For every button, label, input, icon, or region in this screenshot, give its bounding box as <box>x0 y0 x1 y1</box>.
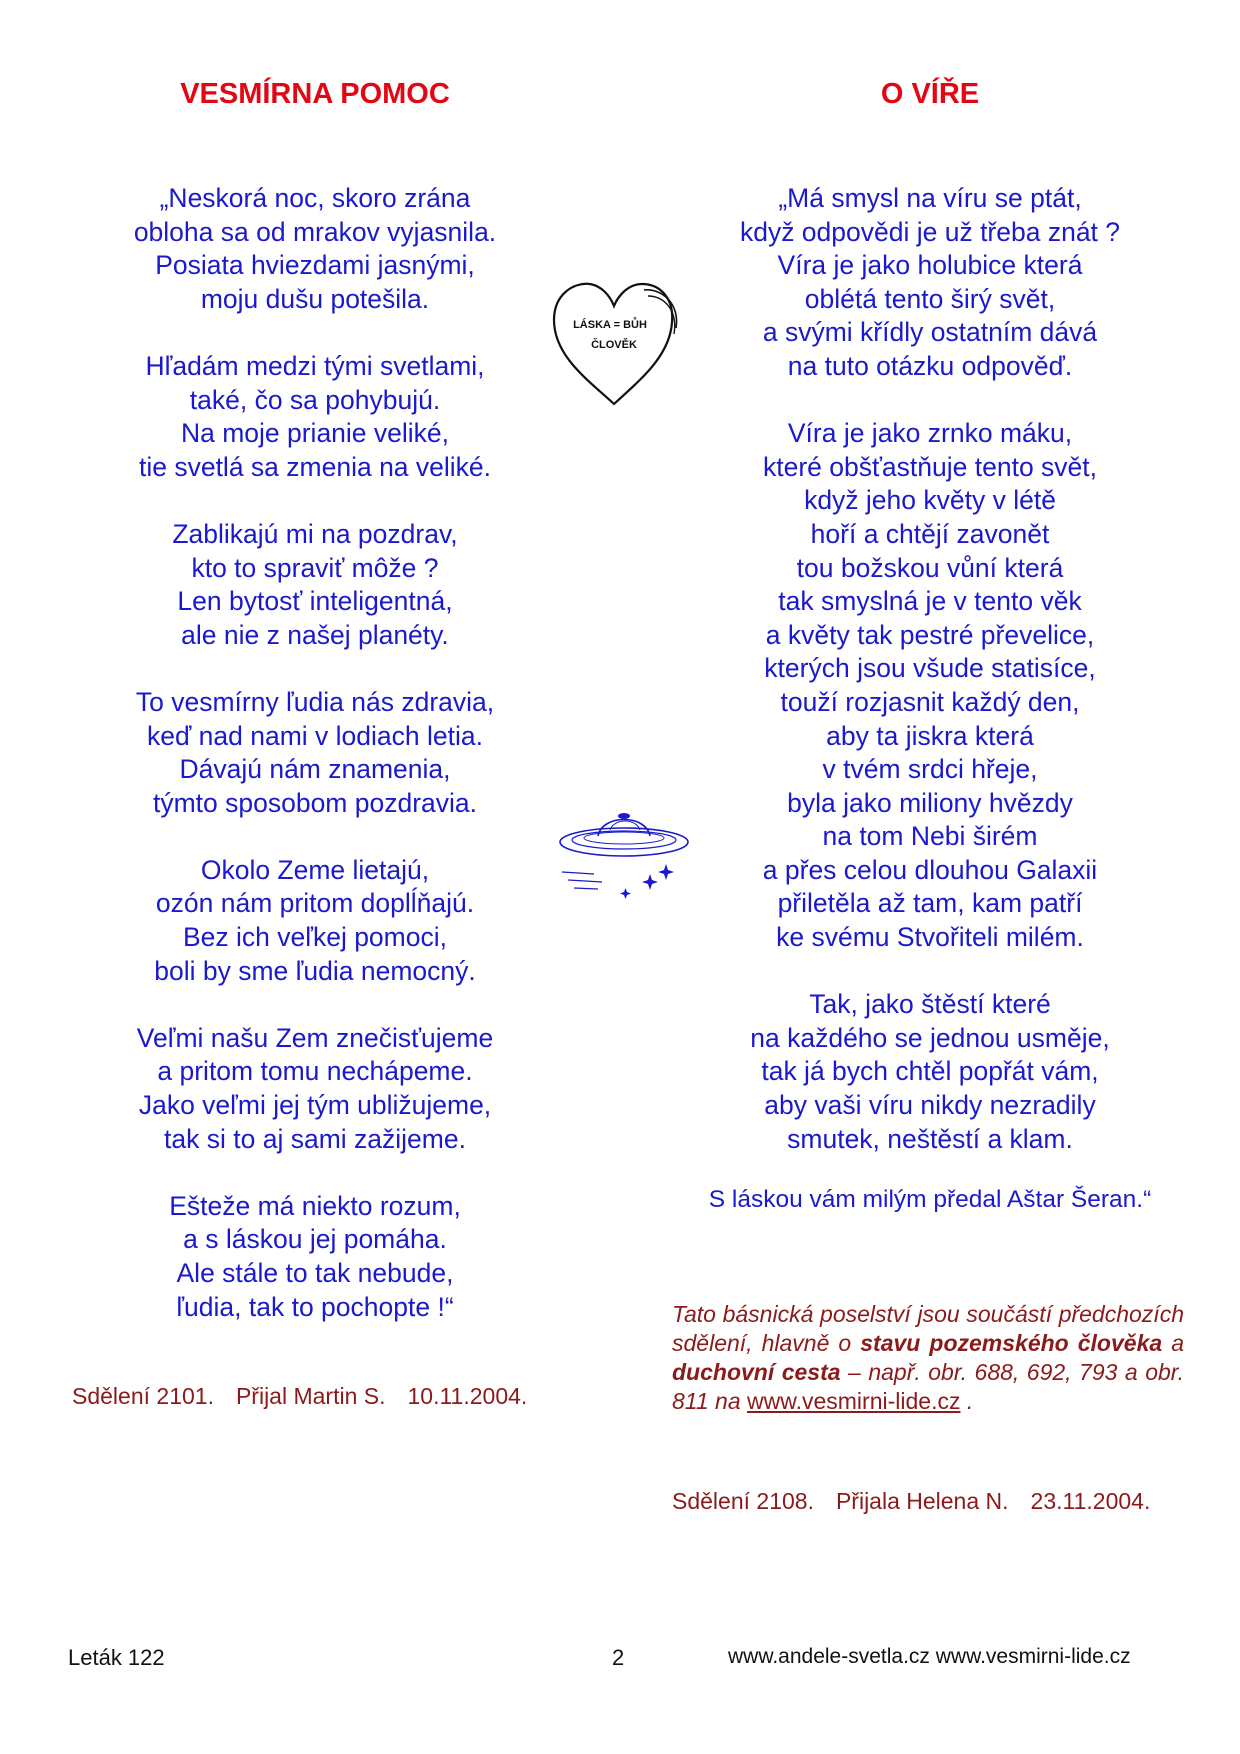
poem-line: a květy tak pestré převelice, <box>765 619 1095 650</box>
poem-line: To vesmírny ľudia nás zdravia, <box>135 686 495 717</box>
right-poem-title: O VÍŘE <box>880 78 980 110</box>
vesmirni-lide-link[interactable]: www.vesmirni-lide.cz <box>747 1388 961 1414</box>
note-paragraph: Tato básnická poselství jsou součástí předchozích sdělení, hlavně o stavu pozemského člověka a duchovní cesta – např. obr. 688, 692, 793 a obr. 811 na www.vesmirni-lide.cz . <box>672 1301 1184 1414</box>
poem-stanza <box>80 1190 550 1324</box>
poem-line: „Má smysl na víru se ptát, <box>778 183 1082 213</box>
poem-line: Ešteže má niekto rozum, <box>169 1190 461 1221</box>
poem-line: hoří a chtějí zavonět <box>810 518 1050 549</box>
poem-line: Len bytosť inteligentná, <box>177 586 453 617</box>
poem-line: Veľmi našu Zem znečisťujeme <box>136 1022 494 1053</box>
poem-line: touží rozjasnit každý den, <box>780 686 1080 717</box>
footer-leaflet-number: Leták 122 <box>68 1645 165 1670</box>
poem-line: oblétá tento širý svět, <box>804 283 1056 314</box>
right-poem <box>690 182 1170 1190</box>
poem-line: a svými křídly ostatním dává <box>762 317 1098 348</box>
poem-stanza <box>80 518 550 652</box>
poem-line: ale nie z našej planéty. <box>181 619 449 650</box>
poem-line: aby vaši víru nikdy nezradily <box>764 1090 1096 1121</box>
poem-line: a přes celou dlouhou Galaxii <box>762 854 1098 885</box>
poem-stanza <box>80 1022 550 1156</box>
logo-line-2: ČLOVĚK <box>591 339 637 351</box>
poem-line: a s láskou jej pomáha. <box>183 1224 447 1255</box>
poem-line: ľudia, tak to pochopte !“ <box>176 1291 454 1322</box>
poem-line: keď nad nami v lodiach letia. <box>147 720 483 751</box>
poem-line: boli by sme ľudia nemocný. <box>154 955 476 986</box>
poem-line: Na moje prianie veliké, <box>180 418 450 449</box>
poem-line: na tom Nebi širém <box>822 821 1038 852</box>
poem-line: Víra je jako zrnko máku, <box>787 418 1073 449</box>
poem-line: tou božskou vůní která <box>796 552 1064 583</box>
poem-line: Jako veľmi jej tým ubližujeme, <box>138 1090 492 1121</box>
poem-line: Dávajú nám znamenia, <box>179 754 451 785</box>
poem-line: byla jako miliony hvězdy <box>787 787 1073 818</box>
poem-line: ke svému Stvořiteli milém. <box>776 922 1084 953</box>
poem-line: Hľadám medzi tými svetlami, <box>145 350 485 381</box>
poem-line: tak si to aj sami zažijeme. <box>164 1123 466 1154</box>
poem-line: na každého se jednou usměje, <box>750 1022 1110 1053</box>
poem-stanza <box>690 182 1170 384</box>
poem-line: Zablikajú mi na pozdrav, <box>172 518 458 549</box>
poem-line: Okolo Zeme lietajú, <box>200 854 430 885</box>
poem-line: smutek, neštěstí a klam. <box>787 1123 1073 1154</box>
heart-logo-icon <box>548 276 680 412</box>
poem-line: ozón nám pritom doplĺňajú. <box>155 888 475 919</box>
poem-line: na tuto otázku odpověď. <box>787 350 1073 381</box>
logo-line-1: LÁSKA = BŮH <box>573 319 647 331</box>
poem-line: přiletěla až tam, kam patří <box>777 888 1083 919</box>
footer-websites: www.andele-svetla.cz www.vesmirni-lide.cz <box>728 1645 1131 1668</box>
poem-stanza <box>80 686 550 820</box>
poem-line: když odpovědi je už třeba znát ? <box>739 216 1121 247</box>
poem-line: Víra je jako holubice která <box>777 250 1083 281</box>
poem-line: „Neskorá noc, skoro zrána <box>159 183 471 213</box>
poem-line: tie svetlá sa zmenia na veliké. <box>138 451 492 482</box>
poem-line: když jeho květy v létě <box>804 485 1056 516</box>
ufo-icon <box>554 796 694 906</box>
poem-stanza <box>690 988 1170 1156</box>
poem-stanza <box>80 350 550 484</box>
left-poem <box>80 182 550 1358</box>
poem-stanza <box>80 854 550 988</box>
left-poem-title: VESMÍRNA POMOC <box>180 78 450 110</box>
poem-line: tak smyslná je v tento věk <box>778 586 1082 617</box>
poem-line: také, čo sa pohybujú. <box>189 384 441 415</box>
poem-line: kterých jsou všude statisíce, <box>764 653 1096 684</box>
left-signature: Sdělení 2101. Přijal Martin S. 10.11.2004. <box>72 1383 528 1409</box>
poem-line: v tvém srdci hřeje, <box>822 754 1038 785</box>
poem-line: a pritom tomu nechápeme. <box>157 1056 473 1087</box>
poem-line: které obšťastňuje tento svět, <box>762 451 1098 482</box>
poem-line: obloha sa od mrakov vyjasnila. <box>133 216 497 247</box>
poem-line: Posiata hviezdami jasnými, <box>155 250 475 281</box>
footer-page-number: 2 <box>612 1645 625 1670</box>
poem-line: aby ta jiskra která <box>826 720 1034 751</box>
poem-stanza <box>690 417 1170 955</box>
poem-line: Tak, jako štěstí které <box>809 989 1051 1020</box>
poem-line: Bez ich veľkej pomoci, <box>182 922 447 953</box>
poem-line: tak já bych chtěl popřát vám, <box>761 1056 1099 1087</box>
closing-line: S láskou vám milým předal Aštar Šeran.“ <box>708 1186 1152 1213</box>
poem-line: týmto sposobom pozdravia. <box>152 787 478 818</box>
poem-line: Ale stále to tak nebude, <box>176 1258 454 1288</box>
right-signature: Sdělení 2108. Přijala Helena N. 23.11.2004. <box>672 1488 1151 1514</box>
poem-line: moju dušu potešila. <box>200 283 430 314</box>
poem-line: kto to spraviť môže ? <box>191 552 439 583</box>
poem-stanza <box>80 182 550 316</box>
